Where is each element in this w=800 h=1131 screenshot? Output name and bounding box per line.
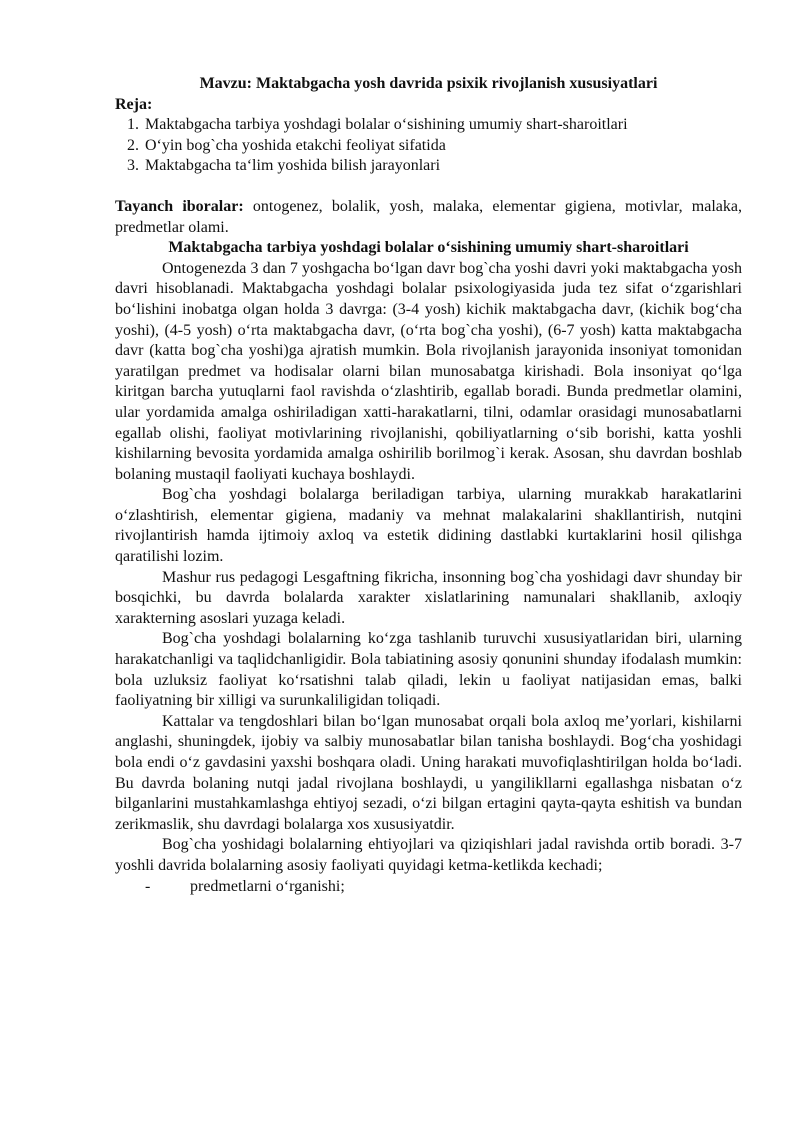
list-item-text: predmetlarni o‘rganishi; [190,877,345,895]
plan-label: Reja: [115,95,153,113]
plan-item: 2. O‘yin bog`cha yoshida etakchi feoliyat sifatida [143,136,742,157]
body-paragraph: Kattalar va tengdoshlari bilan bo‘lgan munosabat orqali bola axloq me’yorlari, kishilarni anglashi, shuningdek, ijobiy va salbiy munosabatlar bilan tanisha boshlaydi. Bog‘cha yoshidagi bola endi o‘z gavdasini yaxshi boshqara oladi. Uning harakati muvofiqlashtirilgan holda bo‘ladi. Bu davrda bolaning nutqi jadal rivojlana boshlaydi, u yangilikllarni egallashga nisbatan o‘z bilganlarini mustahkamlashga ehtiyoj sezadi, o‘zi bilgan ertagini qayta-qayta eshitish va bundan zerikmaslik, shu davrdagi bolalarga xos xususiyatdir. [115,712,742,833]
body-paragraph: Mashur rus pedagogi Lesgaftning fikricha, insonning bog`cha yoshidagi davr shunday bir bosqichki, bu davrda bolalarda xarakter xislatlarining namunalari shakllanib, axloqiy xarakterning asoslari yuzaga keladi. [115,568,742,627]
body-paragraph: Ontogenezda 3 dan 7 yoshgacha bo‘lgan davr bog`cha yoshi davri yoki maktabgacha yosh davri hisoblanadi. Maktabgacha yoshdagi bolalar psixologiyasida juda tez sifat o‘zgarishlari bo‘lishini inobatga olgan holda 3 davrga: (3-4 yosh) kichik maktabgacha davr, (kichik bog‘cha yoshi), (4-5 yosh) o‘rta maktabgacha davr, (o‘rta bog`cha yoshi), (6-7 yosh) katta maktabgacha davr (katta bog`cha yoshi)ga ajratish mumkin. Bola rivojlanish jarayonida insoniyat tomonidan yaratilgan predmet va hodisalar olarni bilan munosabatga kirishadi. Bola insoniyat qo‘lga kiritgan barcha yutuqlarni faol ravishda o‘zlashtirib, egallab boradi. Bunda predmetlar olamini, ular yordamida amalga oshiriladigan xatti-harakatlarni, tilni, odamlar orasidagi munosabatlarni egallab olishi, faoliyat motivlarining rivojlanishi, qobiliyatlarning o‘sib borishi, katta yoshli kishilarning bevosita yordamida amalga oshirilib borilmog`i kerak. Asosan, shu davrdan boshlab bolaning mustaqil faoliyati kuchaya boshlaydi. [115,259,742,483]
keywords-text: ontogenez, bolalik, yosh, malaka, elementar gigiena, motivlar, malaka, predmetlar olami. [115,197,743,236]
list-dash: - [145,877,151,895]
keywords-label: Tayanch iboralar: [115,197,244,215]
body-paragraph: Bog`cha yoshdagi bolalarning ko‘zga tashlanib turuvchi xususiyatlaridan biri, ularning harakatchanligi va taqlidchanligidir. Bola tabiatining asosiy qonunini shunday ifodalash mumkin: bola uzluksiz faoliyat ko‘rsatishni talab qiladi, lekin u faoliyat natijasidan emas, balki faoliyatning bir xilligi va surunkaliligidan toliqadi. [115,630,742,710]
list-item [115,877,742,898]
plan-list [115,115,742,177]
plan-item: 3. Maktabgacha ta‘lim yoshida bilish jarayonlari [143,156,742,177]
keywords-paragraph [115,197,742,238]
document-title: Mavzu: Maktabgacha yosh davrida psixik rivojlanish xususiyatlari [199,75,658,92]
plan-item: 1. Maktabgacha tarbiya yoshdagi bolalar o‘sishining umumiy shart-sharoitlari [143,115,742,136]
body-paragraph: Bog`cha yoshidagi bolalarning ehtiyojlari va qiziqishlari jadal ravishda ortib boradi. 3-7 yoshli davrida bolalarning asosiy faoliyati quyidagi ketma-ketlikda kechadi; [115,836,742,874]
spacer [115,177,742,197]
section-title: Maktabgacha tarbiya yoshdagi bolalar o‘sishining umumiy shart-sharoitlari [168,239,689,257]
body-paragraph: Bog`cha yoshdagi bolalarga beriladigan tarbiya, ularning murakkab harakatlarini o‘zlashtirish, elementar gigiena, madaniy va mehnat malakalarini shakllantirish, nutqini rivojlantirish hamda ijtimoiy axloq va estetik didining dastlabki kurtaklarini hosil qilishga qaratilishi lozim. [115,486,742,566]
